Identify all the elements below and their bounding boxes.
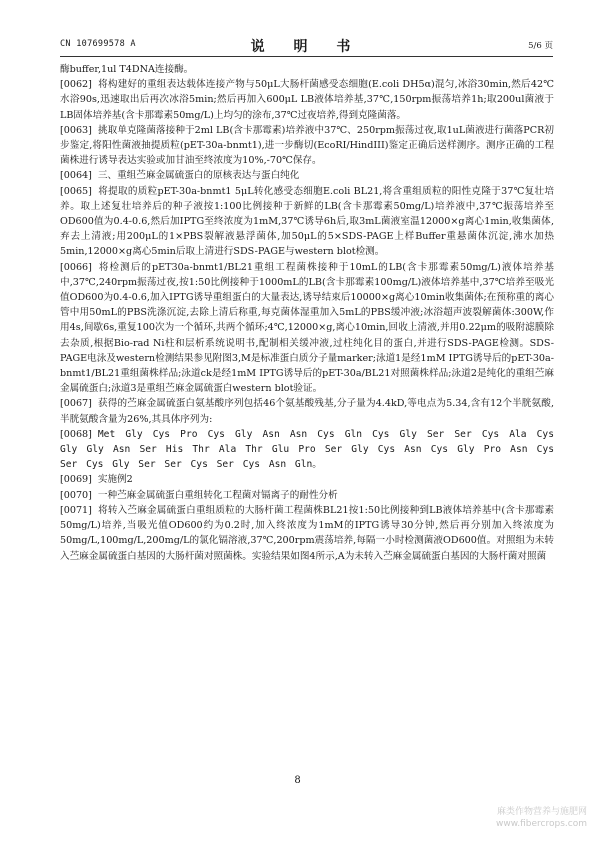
paragraph-text: 获得的苎麻金属硫蛋白氨基酸序列包括46个氨基酸残基,分子量为4.4kD,等电点为5.34,含有12个半胱氨酸,半胱氨酸含量为26%,其具体序列为: bbox=[60, 398, 554, 425]
paragraph-number: [0071] bbox=[60, 504, 92, 516]
amino-acid-sequence: Met Gly Cys Pro Cys Gly Asn Asn Cys Gln Cys Gly Ser Ser Cys Ala Cys Gly Gly Asn Ser His Thr Ala Thr Glu Pro Ser Gly Cys Asn Cys Gly Pro Asn Cys Ser Cys Gly Ser Ser Cys Ser Cys Asn Gln。 bbox=[60, 428, 554, 471]
paragraph-text: 将转入苎麻金属硫蛋白重组质粒的大肠杆菌工程菌株BL21按1:50比例接种到LB液体培养基中(含卡那霉素50mg/L)培养,当吸光值OD600约为0.2时,加入终浓度为1mM的IPTG诱导30分钟,然后再分别加入终浓度为50mg/L,100mg/L,200mg/L的氯化镉溶液,37℃,200rpm震荡培养,每隔一小时检测菌液OD600值。对照组为未转入苎麻金属硫蛋白基因的大肠杆菌对照菌株。实验结果如图4所示,A为未转入苎麻金属硫蛋白基因的大肠杆菌对照菌 bbox=[60, 504, 554, 562]
watermark-url: www.fibercrops.com bbox=[496, 819, 587, 829]
paragraph-text: 挑取单克隆菌落接种于2ml LB(含卡那霉素)培养液中37℃、250rpm振荡过夜,取1uL菌液进行菌落PCR初步鉴定,将阳性菌液抽提质粒(pET-30a-bnmt1),进一步酶切(EcoRI/HindIII)鉴定正确后送样测序。测序正确的工程菌株进行诱导表达实验或加甘油至终浓度为10%,-70℃保存。 bbox=[60, 124, 554, 167]
paragraph-number: [0070] bbox=[60, 489, 92, 501]
watermark bbox=[496, 806, 587, 830]
paragraph-text: 将检测后的pET30a-bnmt1/BL21重组工程菌株接种于10mL的LB(含卡那霉素50mg/L)液体培养基中,37℃,240rpm振荡过夜,按1:50比例接种于1000mL的LB(含卡那霉素100mg/L)液体培养基中,37℃培养至吸光值OD600为0.4-0.6,加入IPTG诱导重组蛋白的大量表达,诱导结束后10000×g离心10min收集菌体;在预称重的离心管中用50mL的PBS洗涤沉淀,去除上清后称重,每克菌体湿重加入5mL的PBS缓冲液;冰浴超声波裂解菌体:300W,作用4s,间歇6s,重复100次为一个循环,共两个循环;4℃,12000×g,离心10min,回收上清液,并用0.22μm的吸附滤膜除去杂质,根据Bio-rad Ni柱和层析系统说明书,配制相关缓冲液,过柱纯化目的蛋白,并进行SDS-PAGE检测。SDS-PAGE电泳及western检测结果参见附图3,M是标准蛋白质分子量marker;泳道1是经1mM IPTG诱导后的pET-30a-bnmt1/BL21重组菌株样品;泳道ck是经1mM IPTG诱导后的pET-30a/BL21对照菌株样品;泳道2是纯化的重组苎麻金属硫蛋白;泳道3是重组苎麻金属硫蛋白western blot验证。 bbox=[60, 261, 554, 395]
paragraph-0066 bbox=[60, 260, 554, 397]
paragraph-text: 将提取的质粒pET-30a-bnmt1 5μL转化感受态细胞E.coli BL21,将含重组质粒的阳性克隆于37℃复壮培养。取上述复壮培养后的种子液按1:100比例接种于新鲜的LB(含卡那霉素50mg/L)培养液中,37℃振荡培养至OD600值为0.4-0.6,然后加IPTG至终浓度为1mM,37℃诱导6h后,取3mL菌液室温12000×g离心1min,收集菌体,弃去上清液;用200μL的1×PBS裂解液悬浮菌体,加50μL的5×SDS-PAGE上样Buffer重悬菌体沉淀,沸水加热5min,12000×g离心5min后取上清进行SDS-PAGE与western blot检测。 bbox=[60, 185, 554, 258]
paragraph-0071 bbox=[60, 503, 554, 564]
document-body bbox=[60, 62, 554, 564]
paragraph-number: [0066] bbox=[60, 261, 92, 273]
paragraph-0063 bbox=[60, 123, 554, 169]
paragraph-0067 bbox=[60, 396, 554, 426]
page-number: 8 bbox=[294, 775, 301, 786]
section-heading: 实施例2 bbox=[97, 474, 133, 486]
watermark-site-name: 麻类作物营养与施肥网 bbox=[496, 807, 587, 817]
paragraph-number: [0064] bbox=[60, 170, 92, 182]
paragraph-number: [0067] bbox=[60, 398, 92, 410]
paragraph-number: [0062] bbox=[60, 79, 92, 91]
paragraph-0062 bbox=[60, 77, 554, 123]
page-header bbox=[60, 36, 553, 57]
section-heading: 一种苎麻金属硫蛋白重组转化工程菌对镉离子的耐性分析 bbox=[97, 489, 338, 501]
paragraph-0065 bbox=[60, 184, 554, 260]
paragraph-0070 bbox=[60, 488, 554, 503]
page-info: 5/6 页 bbox=[528, 41, 553, 51]
paragraph-text: 将构建好的重组表达载体连接产物与50μL大肠杆菌感受态细胞(E.coli DH5α)混匀,冰浴30min,然后42℃水浴90s,迅速取出后再次冰浴5min;然后再加入600μL LB液体培养基,37℃,150rpm振荡培养1h;取200ul菌液于LB固体培养基(含卡那霉素50mg/L)上均匀的涂布,37℃过夜培养,得到克隆菌落。 bbox=[60, 79, 554, 121]
paragraph-0069 bbox=[60, 472, 554, 487]
paragraph-text: 酶buffer,1ul T4DNA连接酶。 bbox=[60, 64, 194, 75]
paragraph-continued bbox=[60, 62, 554, 77]
paragraph-0064 bbox=[60, 168, 554, 183]
paragraph-number: [0068] bbox=[60, 428, 92, 440]
section-heading: 三、重组苎麻金属硫蛋白的原核表达与蛋白纯化 bbox=[97, 170, 300, 182]
paragraph-0068 bbox=[60, 427, 554, 473]
paragraph-number: [0065] bbox=[60, 185, 92, 197]
paragraph-number: [0063] bbox=[60, 124, 92, 136]
patent-number: CN 107699578 A bbox=[60, 39, 136, 49]
paragraph-number: [0069] bbox=[60, 474, 92, 486]
document-title: 说 明 书 bbox=[250, 39, 363, 55]
